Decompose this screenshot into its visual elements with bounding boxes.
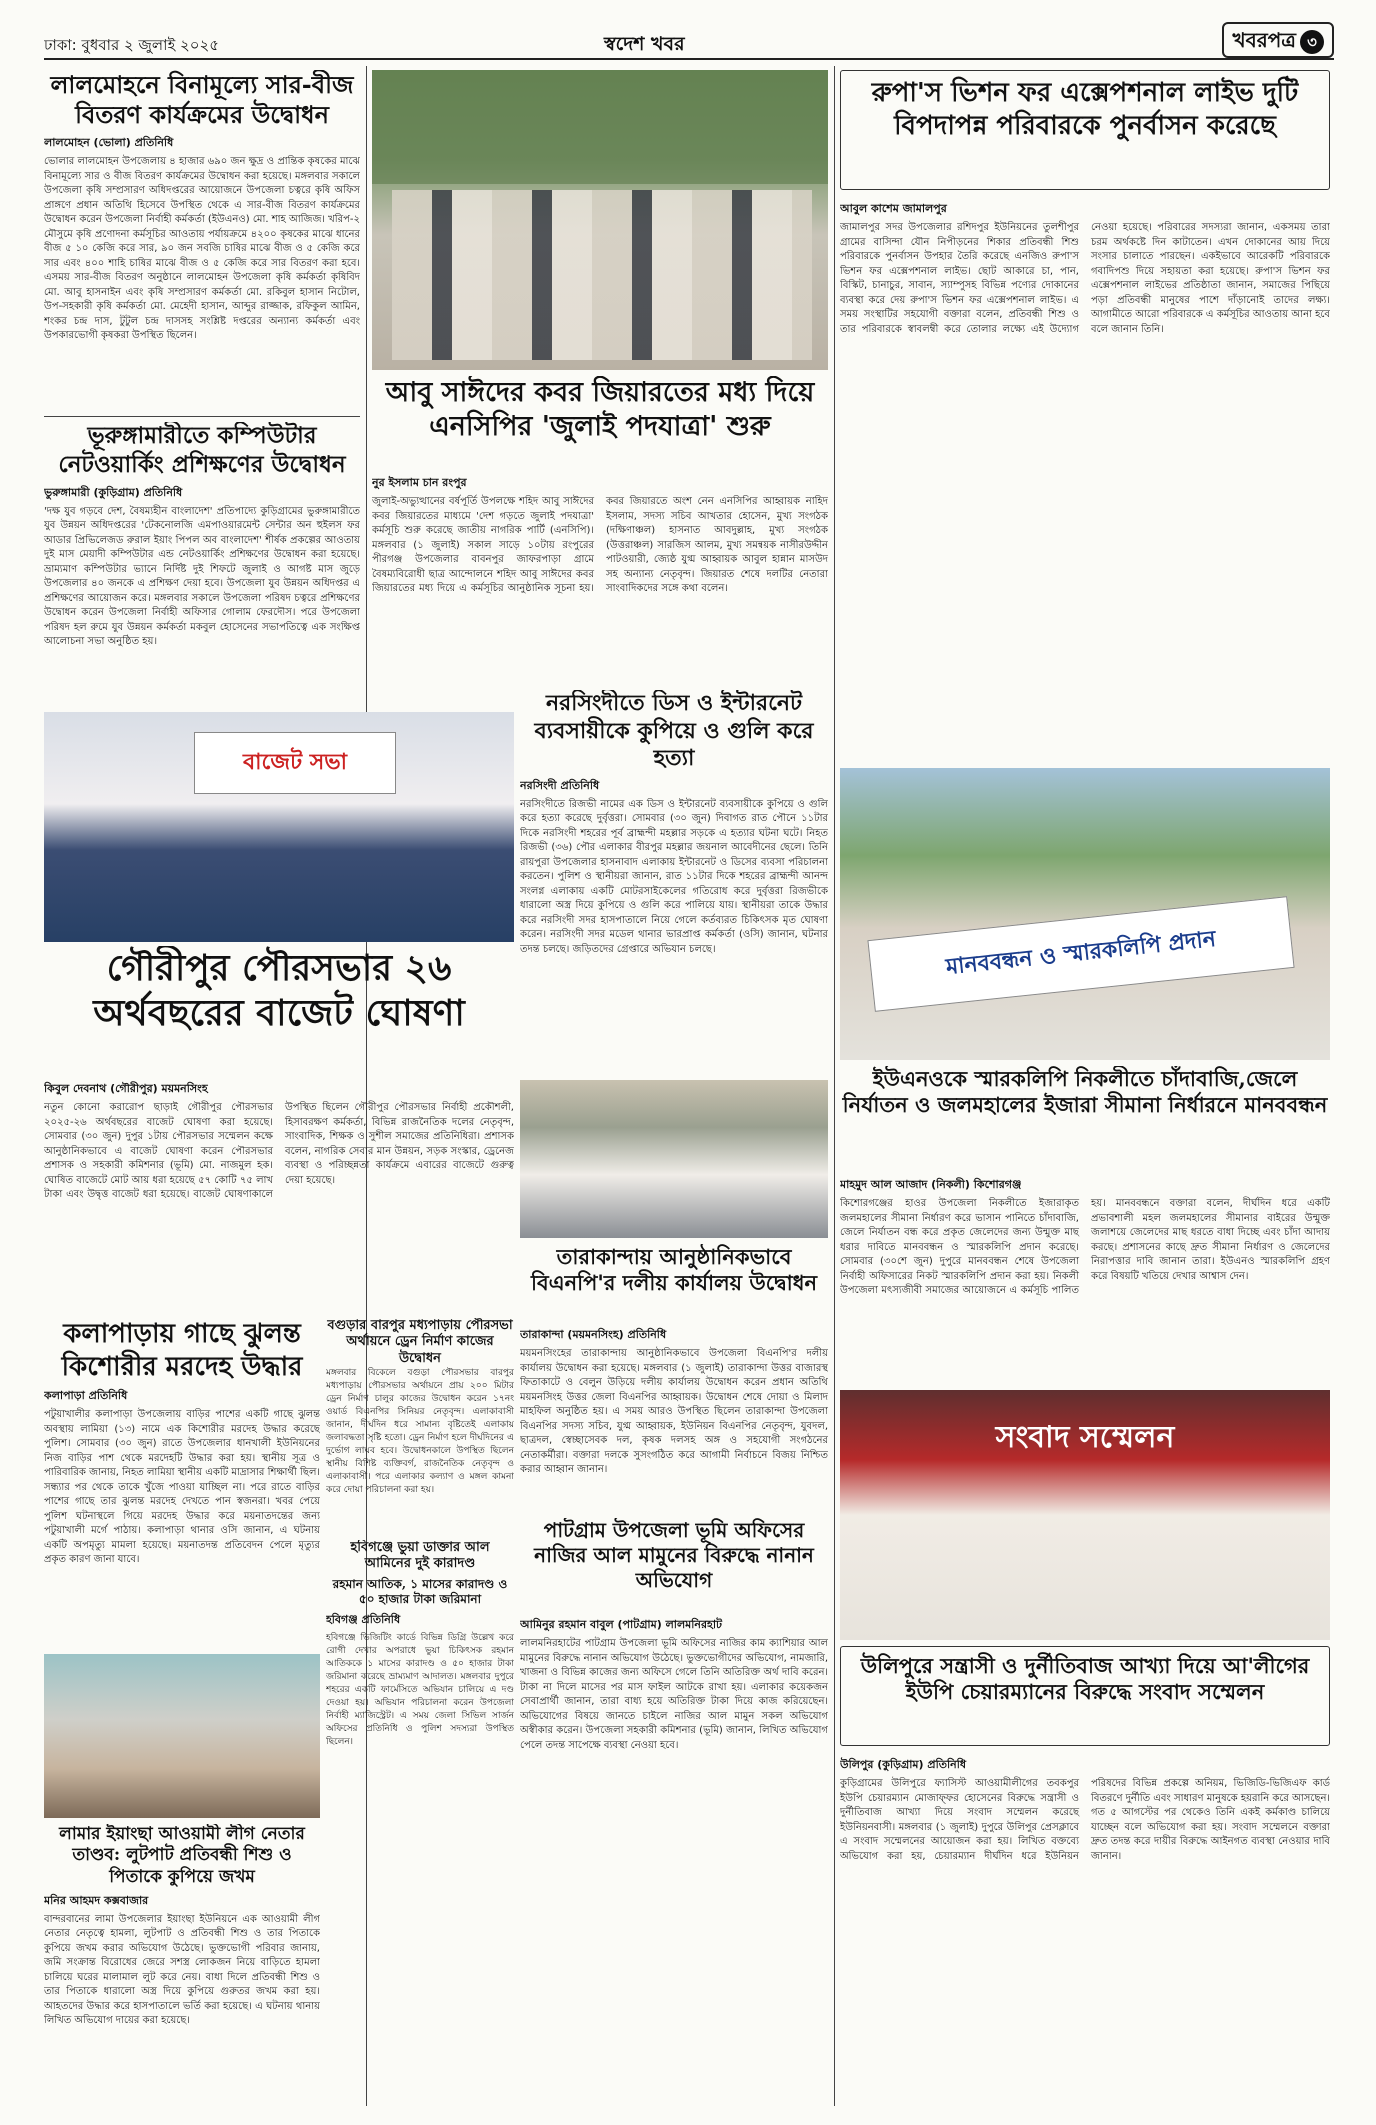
story-lama <box>44 1824 320 2100</box>
story-kalapara <box>44 1318 320 1648</box>
story-gouripur-budget <box>44 1076 514 1312</box>
story-body: নরসিংদীতে রিজভী নামের এক ডিস ও ইন্টারনেট ব্যবসায়ীকে কুপিয়ে ও গুলি করে হত্যা করেছে দুর্বৃত্তরা। সোমবার (৩০ জুন) দিবাগত রাত পৌনে ১১টার দিকে নরসিংদী শহরের পূর্ব ব্রাহ্মন্দী মহল্লার সড়কে এ হত্যার ঘটনা ঘটে। নিহত রিজভী (৩৬) পৌর এলাকার বীরপুর মহল্লার জয়নাল আবেদীনের ছেলে। তিনি রায়পুরা উপজেলার হাসনাবাদ এলাকায় ইন্টারনেট ও ডিসের ব্যবসা পরিচালনা করতেন। পুলিশ ও স্থানীয়রা জানান, রাত ১১টার দিকে শহরের ব্রাহ্মন্দী আনন্দ সংলগ্ন এলাকায় একটি মোটরসাইকেলের গতিরোধ করে দুর্বৃত্তরা রিজভীকে ধারালো অস্ত্র দিয়ে কুপিয়ে ও গুলি করে পালিয়ে যায়। স্থানীয়রা তাকে উদ্ধার করে নরসিংদী সদর হাসপাতালে নিয়ে গেলে কর্তব্যরত চিকিৎসক মৃত ঘোষণা করেন। নরসিংদী সদর মডেল থানার ভারপ্রাপ্ত কর্মকর্তা (ওসি) জানান, ঘটনার তদন্ত চলছে। জড়িতদের গ্রেপ্তারে অভিযান চলছে। <box>520 798 828 955</box>
story-headline: ইউএনওকে স্মারকলিপি নিকলীতে চাঁদাবাজি,জেলে নির্যাতন ও জলমহালের ইজারা সীমানা নির্ধারনে মানববন্ধন <box>842 1066 1328 1118</box>
story-byline: কলাপাড়া প্রতিনিধি <box>44 1389 128 1402</box>
press-banner: সংবাদ সম্মেলন <box>995 1420 1175 1455</box>
story-headline: উলিপুরে সন্ত্রাসী ও দুর্নীতিবাজ আখ্যা দিয়ে আ'লীগের ইউপি চেয়ারম্যানের বিরুদ্ধে সংবাদ সম্মেলন <box>860 1653 1310 1705</box>
story-headline: ভূরুঙ্গামারীতে কম্পিউটার নেটওয়ার্কিং প্রশিক্ষণের উদ্বোধন <box>58 422 346 478</box>
story-byline: মাহমুদ আল আজাদ (নিকলী) কিশোরগঞ্জ <box>840 1178 1022 1191</box>
story-headline: বগুড়ার বারপুর মধ্যপাড়ায় পৌরসভা অর্থায়নে ড্রেন নির্মাণ কাজের উদ্বোধন <box>327 1318 513 1366</box>
story-byline: লালমোহন (ভোলা) প্রতিনিধি <box>44 136 174 149</box>
story-headline: নরসিংদীতে ডিস ও ইন্টারনেট ব্যবসায়ীকে কুপিয়ে ও গুলি করে হত্যা <box>534 690 814 771</box>
human-chain-photo <box>840 768 1330 1060</box>
column-divider <box>834 66 835 2106</box>
ulipur-headline-box <box>840 1646 1330 1746</box>
story-bhurungamari <box>44 422 360 712</box>
patgram-headline-box <box>520 1518 828 1608</box>
story-headline: হবিগঞ্জে ভুয়া ডাক্তার আল আমিনের দুই কারাদণ্ড <box>350 1540 490 1572</box>
story-headline: গৌরীপুর পৌরসভার ২৬ অর্থবছরের বাজেট ঘোষণা <box>93 947 465 1034</box>
story-body: বান্দরবানের লামা উপজেলার ইয়াংছা ইউনিয়নে এক আওয়ামী লীগ নেতার নেতৃত্বে হামলা, লুটপাট ও প্রতিবন্ধী শিশু ও তার পিতাকে কুপিয়ে জখম করার অভিযোগ উঠেছে। ভুক্তভোগী পরিবার জানায়, জমি সংক্রান্ত বিরোধের জেরে সশস্ত্র লোকজন নিয়ে বাড়িতে হামলা চালিয়ে ঘরের মালামাল লুট করে নেয়। বাধা দিলে প্রতিবন্ধী শিশু ও তার পিতাকে ধারালো অস্ত্র দিয়ে কুপিয়ে গুরুতর জখম করা হয়। আহতদের উদ্ধার করে হাসপাতালে ভর্তি করা হয়েছে। এ ঘটনায় থানায় লিখিত অভিযোগ দায়ের করা হয়েছে। <box>44 1913 320 2027</box>
grave-ziyarat-photo <box>372 70 828 370</box>
story-body: কুড়িগ্রামের উলিপুরে ফ্যাসিস্ট আওয়ামীলীগের তবকপুর ইউপি চেয়ারম্যান মোজাফ্ফর হোসেনের বিরুদ্ধে সন্ত্রাসী ও দুর্নীতিবাজ আখ্যা দিয়ে সংবাদ সম্মেলন করেছে ইউনিয়নবাসী। মঙ্গলবার (১ জুলাই) দুপুরে উলিপুর প্রেসক্লাবে এ সংবাদ সম্মেলনের আয়োজন করা হয়। লিখিত বক্তব্যে অভিযোগ করা হয়, চেয়ারম্যান দীর্ঘদিন ধরে ইউনিয়ন পরিষদের বিভিন্ন প্রকল্পে অনিয়ম, ভিজিডি-ভিজিএফ কার্ড বিতরণে দুর্নীতি এবং সাধারণ মানুষকে হয়রানি করে আসছেন। গত ৫ আগস্টের পর থেকেও তিনি একই কর্মকাণ্ড চালিয়ে যাচ্ছেন বলে অভিযোগ করা হয়। সংবাদ সম্মেলনে বক্তারা দ্রুত তদন্ত করে দায়ীর বিরুদ্ধে আইনগত ব্যবস্থা নেওয়ার দাবি জানান। <box>840 1778 1330 1862</box>
story-body: লালমনিরহাটের পাটগ্রাম উপজেলা ভূমি অফিসের নাজির কাম ক্যাশিয়ার আল মামুনের বিরুদ্ধে নানান অভিযোগ উঠেছে। ভুক্তভোগীদের অভিযোগ, নামজারি, খাজনা ও বিভিন্ন কাজের জন্য অফিসে গেলে তিনি অতিরিক্ত অর্থ দাবি করেন। টাকা না দিলে মাসের পর মাস ফাইল আটকে রাখা হয়। এলাকার কয়েকজন সেবাপ্রার্থী জানান, তারা বাধ্য হয়ে অতিরিক্ত টাকা দিয়ে কাজ করিয়েছেন। অভিযোগের বিষয়ে জানতে চাইলে নাজির আল মামুন সকল অভিযোগ অস্বীকার করেন। উপজেলা সহকারী কমিশনার (ভূমি) জানান, লিখিত অভিযোগ পেলে তদন্ত সাপেক্ষে ব্যবস্থা নেওয়া হবে। <box>520 1638 828 1751</box>
gouripur-headline-box <box>44 946 514 1072</box>
logo-text: খবরপত্র <box>1232 28 1296 52</box>
story-headline: লামার ইয়াংছা আওয়ামী লীগ নেতার তাণ্ডব: লুটপাট প্রতিবন্ধী শিশু ও পিতাকে কুপিয়ে জখম <box>59 1824 305 1887</box>
page-header <box>44 20 1334 60</box>
story-body: মঙ্গলবার বিকেলে বগুড়া পৌরসভার বারপুর মধ্যপাড়ায় পৌরসভার অর্থায়নে প্রায় ২০০ মিটার ড্রেন নির্মাণ চালুর কাজের উদ্বোধন করেন ১৭নং ওয়ার্ড বিএনপির সিনিয়র নেতৃবৃন্দ। এলাকাবাসী জানান, দীর্ঘদিন ধরে সামান্য বৃষ্টিতেই এলাকায় জলাবদ্ধতা সৃষ্টি হতো। ড্রেন নির্মাণ হলে দীর্ঘদিনের এ দুর্ভোগ লাঘব হবে। উদ্বোধনকালে উপস্থিত ছিলেন স্থানীয় বিশিষ্ট ব্যক্তিবর্গ, রাজনৈতিক নেতৃবৃন্দ ও এলাকাবাসী। পরে এলাকার কল্যাণ ও মঙ্গল কামনা করে দোয়া পরিচালনা করা হয়। <box>326 1367 514 1496</box>
protest-banner: মানববন্ধন ও স্মারকলিপি প্রদান <box>867 896 1294 1012</box>
story-body: হবিগঞ্জে ভিজিটিং কার্ডে বিভিন্ন ডিগ্রি উল্লেখ করে রোগী দেখার অপরাধে ভুয়া চিকিৎসক রহমান আতিককে ১ মাসের কারাদণ্ড ও ৫০ হাজার টাকা জরিমানা করেছে ভ্রাম্যমাণ আদালত। মঙ্গলবার দুপুরে শহরের একটি ফার্মেসিতে অভিযান চালিয়ে এ দণ্ড দেওয়া হয়। অভিযান পরিচালনা করেন উপজেলা নির্বাহী ম্যাজিস্ট্রেট। এ সময় জেলা সিভিল সার্জন অফিসের প্রতিনিধি ও পুলিশ সদস্যরা উপস্থিত ছিলেন। <box>326 1632 514 1747</box>
story-headline: পাটগ্রাম উপজেলা ভূমি অফিসের নাজির আল মামুনের বিরুদ্ধে নানান অভিযোগ <box>534 1518 814 1592</box>
story-body: কিশোরগঞ্জের হাওর উপজেলা নিকলীতে ইজারাকৃত জলমহালের সীমানা নির্ধারণ করে ভাসান পানিতে চাঁদাবাজি, জেলে নির্যাতন বন্ধ করে প্রকৃত জেলেদের জন্য উন্মুক্ত মাছ ধরার দাবিতে মানববন্ধন ও স্মারকলিপি প্রদান করেছে। সোমবার (৩০শে জুন) দুপুরে মানববন্ধন শেষে উপজেলা নির্বাহী অফিসারের নিকট স্মারকলিপি প্রদান করা হয়। নিকলী উপজেলা মৎস্যজীবী সমাজের আয়োজনে এ কর্মসূচি পালিত হয়। মানববন্ধনে বক্তারা বলেন, দীর্ঘদিন ধরে একটি প্রভাবশালী মহল জলমহালের সীমানার বাইরের উন্মুক্ত জলাশয়ে জেলেদের মাছ ধরতে বাধা দিচ্ছে এবং চাঁদা আদায় করছে। প্রশাসনের কাছে দ্রুত সীমানা নির্ধারণ ও জেলেদের নিরাপত্তার দাবি জানান তারা। ইউএনও স্মারকলিপি গ্রহণ করে বিষয়টি খতিয়ে দেখার আশ্বাস দেন। <box>840 1198 1330 1296</box>
budget-banner: বাজেট সভা <box>194 732 396 794</box>
story-patgram <box>520 1612 828 2102</box>
story-byline: কিবুল দেবনাথ (গৌরীপুর) ময়মনসিংহ <box>44 1082 208 1095</box>
story-headline: রুপা'স ভিশন ফর এক্সেপশনাল লাইভ দুটি বিপদাপন্ন পরিবারকে পুনর্বাসন করেছে <box>871 78 1299 141</box>
story-byline: হবিগঞ্জ প্রতিনিধি <box>326 1612 401 1626</box>
issue-date: ঢাকা: বুধবার ২ জুলাই ২০২৫ <box>44 36 220 54</box>
press-conference-photo <box>840 1390 1330 1640</box>
injured-child-photo <box>44 1654 320 1818</box>
bnp-office-photo <box>520 1080 828 1238</box>
story-headline: লালমোহনে বিনামূল্যে সার-বীজ বিতরণ কার্যক্রমের উদ্বোধন <box>50 70 354 129</box>
tarakanda-headline-box <box>520 1244 828 1320</box>
story-body: নতুন কোনো করারোপ ছাড়াই গৌরীপুর পৌরসভার ২০২৫-২৬ অর্থবছরের বাজেট ঘোষণা করা হয়েছে। সোমবার (৩০ জুন) দুপুর ১টায় পৌরসভার সম্মেলন কক্ষে আনুষ্ঠানিকভাবে এ বাজেট ঘোষণা করেন পৌরসভার প্রশাসক ও সহকারী কমিশনার (ভূমি) মো. নাজমুল হক। ঘোষিত বাজেটে মোট আয় ধরা হয়েছে ৫৭ কোটি ৭৫ লাখ টাকা এবং উদ্বৃত্ত বাজেট ধরা হয়েছে। বাজেট ঘোষণাকালে উপস্থিত ছিলেন গৌরীপুর পৌরসভার নির্বাহী প্রকৌশলী, হিসাবরক্ষণ কর্মকর্তা, বিভিন্ন রাজনৈতিক দলের নেতৃবৃন্দ, সাংবাদিক, শিক্ষক ও সুশীল সমাজের প্রতিনিধিরা। প্রশাসক বলেন, নাগরিক সেবার মান উন্নয়ন, সড়ক সংস্কার, ড্রেনেজ ব্যবস্থা ও পরিচ্ছন্নতা কার্যক্রমে এবারের বাজেটে গুরুত্ব দেয়া হয়েছে। <box>44 1102 514 1200</box>
story-body: পটুয়াখালীর কলাপাড়া উপজেলায় বাড়ির পাশের একটি গাছে ঝুলন্ত অবস্থায় লামিয়া (১৩) নামে এক কিশোরীর মরদেহ উদ্ধার করেছে পুলিশ। সোমবার (৩০ জুন) রাতে উপজেলার ধানখালী ইউনিয়নের নিজ বাড়ির পাশ থেকে মরদেহটি উদ্ধার করা হয়। স্থানীয় সূত্র ও পারিবারিক জানায়, নিহত লামিয়া স্থানীয় একটি মাদ্রাসার শিক্ষার্থী ছিল। সন্ধ্যার পর থেকে তাকে খুঁজে পাওয়া যাচ্ছিল না। পরে রাতে বাড়ির পাশের গাছে তার ঝুলন্ত মরদেহ দেখতে পান স্বজনরা। খবর পেয়ে পুলিশ ঘটনাস্থলে গিয়ে মরদেহ উদ্ধার করে ময়নাতদন্তের জন্য পটুয়াখালী মর্গে পাঠায়। কলাপাড়া থানার ওসি জানান, এ ঘটনায় একটি অপমৃত্যু মামলা হয়েছে। ময়নাতদন্ত প্রতিবেদন পেলে মৃত্যুর প্রকৃত কারণ জানা যাবে। <box>44 1409 320 1565</box>
rupas-headline-box <box>840 70 1330 190</box>
story-tarakanda <box>520 1322 828 1512</box>
story-byline: তারাকান্দা (ময়মনসিংহ) প্রতিনিধি <box>520 1328 667 1341</box>
story-byline: আবুল কাশেম জামালপুর <box>840 202 947 215</box>
story-body: ময়মনসিংহের তারাকান্দায় আনুষ্ঠানিকভাবে উপজেলা বিএনপি'র দলীয় কার্যালয় উদ্বোধন করা হয়েছে। মঙ্গলবার (১ জুলাই) তারাকান্দা উত্তর বাজারস্থ ফিতাকাটে ও বেলুন উড়িয়ে দলীয় কার্যালয় উদ্বোধন করেন প্রধান অতিথি ময়মনসিংহ উত্তর জেলা বিএনপির আহ্বায়ক। উদ্বোধন শেষে দোয়া ও মিলাদ মাহফিল অনুষ্ঠিত হয়। এ সময় আরও উপস্থিত ছিলেন তারাকান্দা উপজেলা বিএনপির সদস্য সচিব, যুগ্ম আহ্বায়ক, ইউনিয়ন বিএনপির নেতৃবৃন্দ, যুবদল, ছাত্রদল, স্বেচ্ছাসেবক দল, কৃষক দলসহ অঙ্গ ও সহযোগী সংগঠনের নেতাকর্মীরা। বক্তারা দলকে সুসংগঠিত করে আগামী নির্বাচনে বিজয় নিশ্চিত করার আহ্বান জানান। <box>520 1348 828 1475</box>
story-headline: তারাকান্দায় আনুষ্ঠানিকভাবে বিএনপি'র দলীয় কার্যালয় উদ্বোধন <box>530 1244 818 1296</box>
budget-meeting-photo <box>44 712 514 942</box>
story-body: জামালপুর সদর উপজেলার রশিদপুর ইউনিয়নের তুলশীপুর গ্রামের বাসিন্দা যৌন নিপীড়নের শিকার প্রতিবন্ধী শিশু পরিবারকে পুনর্বাসন উপহার তৈরি করেছে এনজিও রুপা'স ভিশন ফর এক্সেপশনাল লাইভ। ছোট আকারে চা, পান, বিস্কিট, চানাচুর, সাবান, স্যাম্পুসহ বিভিন্ন পণ্যের দোকানের ব্যবস্থা করে দেয় রুপা'স ভিশন ফর এক্সেপশনাল লাইভ। এ সময় সংস্থাটির সহযোগী বক্তারা বলেন, প্রতিবন্ধী শিশু ও তার পরিবারকে স্বাবলম্বী করে তোলার লক্ষ্যে এই উদ্যোগ নেওয়া হয়েছে। পরিবারের সদস্যরা জানান, একসময় তারা চরম অর্থকষ্টে দিন কাটাতেন। এখন দোকানের আয় দিয়ে সংসার চালাতে পারছেন। একইভাবে আরেকটি পরিবারকে গবাদিপশু দিয়ে সহায়তা করা হয়েছে। রুপা'স ভিশন ফর এক্সেপশনাল লাইভের প্রতিষ্ঠাতা জানান, সমাজের পিছিয়ে পড়া প্রতিবন্ধী মানুষের পাশে দাঁড়ানোই তাদের লক্ষ্য। আগামীতে আরো পরিবারকে এ কর্মসূচির আওতায় আনা হবে বলে জানান তিনি। <box>840 222 1330 335</box>
story-narsingdi <box>520 690 828 1070</box>
story-body: জুলাই-অভ্যুত্থানের বর্ষপূর্তি উপলক্ষে শহিদ আবু সাঈদের কবর জিয়ারতের মাধ্যমে 'দেশ গড়তে জুলাই পদযাত্রা' কর্মসূচি শুরু করেছে জাতীয় নাগরিক পার্টি (এনসিপি)। মঙ্গলবার (১ জুলাই) সকাল সাড়ে ১০টায় রংপুরের পীরগঞ্জ উপজেলার বাবনপুর জাফরপাড়া গ্রামে বৈষম্যবিরোধী ছাত্র আন্দোলনে শহিদ আবু সাঈদের কবর জিয়ারতের মধ্য দিয়ে এ কর্মসূচির আনুষ্ঠানিক সূচনা হয়। কবর জিয়ারতে অংশ নেন এনসিপির আহ্বায়ক নাহিদ ইসলাম, সদস্য সচিব আখতার হোসেন, মুখ্য সংগঠক (দক্ষিণাঞ্চল) হাসনাত আবদুল্লাহ, মুখ্য সংগঠক (উত্তরাঞ্চল) সারজিস আলম, মুখ্য সমন্বয়ক নাসীরউদ্দীন পাটওয়ারী, জ্যেষ্ঠ যুগ্ম আহ্বায়ক আবুল হান্নান মাসউদ সহ অন্যান্য নেতৃবৃন্দ। জিয়ারত শেষে দলটির নেতারা সাংবাদিকদের সঙ্গে কথা বলেন। <box>372 496 828 594</box>
story-body: 'দক্ষ যুব গড়বে দেশ, বৈষম্যহীন বাংলাদেশ' প্রতিপাদ্যে কুড়িগ্রামের ভুরুঙ্গামারীতে যুব উন্নয়ন অধিদপ্তরের 'টেকনোলজি এমপাওয়ারমেন্ট সেন্টার অন হুইলস ফর আডার প্রিভিলেজড রুরাল ইয়াং পিপল অব বাংলাদেশ' শীর্ষক প্রকল্পের আওতায় দুই মাস মেয়াদী কম্পিউটার এন্ড নেটওয়ার্কিং প্রশিক্ষণের উদ্বোধন করা হয়েছে। ভ্রাম্যমাণ কম্পিউটার ভ্যানে নির্দিষ্ট দুই শিফটে জুলাই ও আগষ্ট মাস জুড়ে উপজেলার ৪০ জনকে এ প্রশিক্ষণ দেয়া হবে। উপজেলা যুব উন্নয়ন অধিদপ্তর এ প্রশিক্ষণের আয়োজন করে। মঙ্গলবার সকালে উপজেলা পরিষদ চত্বরে প্রশিক্ষণের উদ্বোধন করেন উপজেলা নির্বাহী অফিসার গোলাম ফেরদৌস। পরে উপজেলা পরিষদ হল রুমে যুব উন্নয়ন কর্মকর্তা মকবুল হোসেনের সভাপতিত্বে এক সংক্ষিপ্ত আলোচনা সভা অনুষ্ঠিত হয়। <box>44 505 360 647</box>
story-bogura <box>326 1318 514 1534</box>
story-body: ভোলার লালমোহন উপজেলায় ৪ হাজার ৬৯০ জন ক্ষুদ্র ও প্রান্তিক কৃষকের মাঝে বিনামূল্যে সার ও বীজ বিতরণ কার্যক্রমের উদ্বোধন করা হয়েছে। মঙ্গলবার সকালে উপজেলা কৃষি সম্প্রসারণ অধিদপ্তরের আয়োজনে উপজেলা চত্বরে কৃষি অফিস প্রাঙ্গণে প্রধান অতিথি হিসেবে উপস্থিত থেকে এ সার-বীজ বিতরণ কার্যক্রমের উদ্বোধন করেন উপজেলা নির্বাহী কর্মকর্তা (ইউএনও) মো. শাহ আজিজ। খরিপ-২ মৌসুমে কৃষি প্রণোদনা কর্মসূচির আওতায় পর্যায়ক্রমে ৪২০০ কৃষকের মাঝে ধানের বীজ ৫ ১০ কেজি করে সার, ৯০ জন সবজি চাষির মাঝে বীজ ও ৫ কেজি করে সার এবং ৪০০ শাহি চাষির মাঝে বীজ ও ৫ কেজি করে সার বিতরণ করা হবে। এসময় সার-বীজ বিতরণ অনুষ্ঠানে লালমোহন উপজেলা কৃষি কর্মকর্তা কৃষিবিদ মো. আবু হাসনাইন এবং কৃষি সম্প্রসারণ কর্মকর্তা মো. রকিবুল হাসান নিটোল, উপ-সহকারী কৃষি কর্মকর্তা মো. মেহেদী হাসান, আব্দুর রাজ্জাক, রফিকুল আমিন, শংকর চন্দ্র দাস, টুটুল চন্দ্র দাসসহ সংশ্লিষ্ট দপ্তরের অন্যান্য কর্মকর্তা এবং উপকারভোগী কৃষকরা উপস্থিত ছিলেন। <box>44 156 360 341</box>
story-byline: আমিনুর রহমান বাবুল (পাটগ্রাম) লালমনিরহাট <box>520 1618 723 1631</box>
story-nikli <box>840 1172 1330 1382</box>
story-subhead: রহমান আতিক, ১ মাসের কারাদণ্ড ও ৫০ হাজার টাকা জরিমানা <box>332 1576 508 1606</box>
section-title: স্বদেশ খবর <box>604 33 685 55</box>
story-byline: উলিপুর (কুড়িগ্রাম) প্রতিনিধি <box>840 1758 967 1771</box>
story-ncp <box>372 470 828 686</box>
story-headline: কলাপাড়ায় গাছে ঝুলন্ত কিশোরীর মরদেহ উদ্ধার <box>61 1319 303 1382</box>
story-headline: আবু সাঈদের কবর জিয়ারতের মধ্য দিয়ে এনসিপির 'জুলাই পদযাত্রা' শুরু <box>385 377 815 442</box>
ncp-headline-box <box>372 376 828 466</box>
newspaper-logo <box>1222 22 1334 58</box>
story-ulipur <box>840 1752 1330 2102</box>
story-lalmohan <box>44 70 360 410</box>
nikli-headline-box <box>840 1066 1330 1166</box>
story-byline: নরসিংদী প্রতিনিধি <box>520 778 600 792</box>
page-number: ৩ <box>1300 30 1324 54</box>
story-byline: মনির আহমদ কক্সবাজার <box>44 1893 149 1907</box>
story-byline: নুর ইসলাম চান রংপুর <box>372 476 467 489</box>
story-rupas-vision <box>840 196 1330 756</box>
story-habiganj <box>326 1540 514 2100</box>
story-byline: ভুরুঙ্গামারী (কুড়িগ্রাম) প্রতিনিধি <box>44 485 183 499</box>
divider <box>44 416 360 417</box>
